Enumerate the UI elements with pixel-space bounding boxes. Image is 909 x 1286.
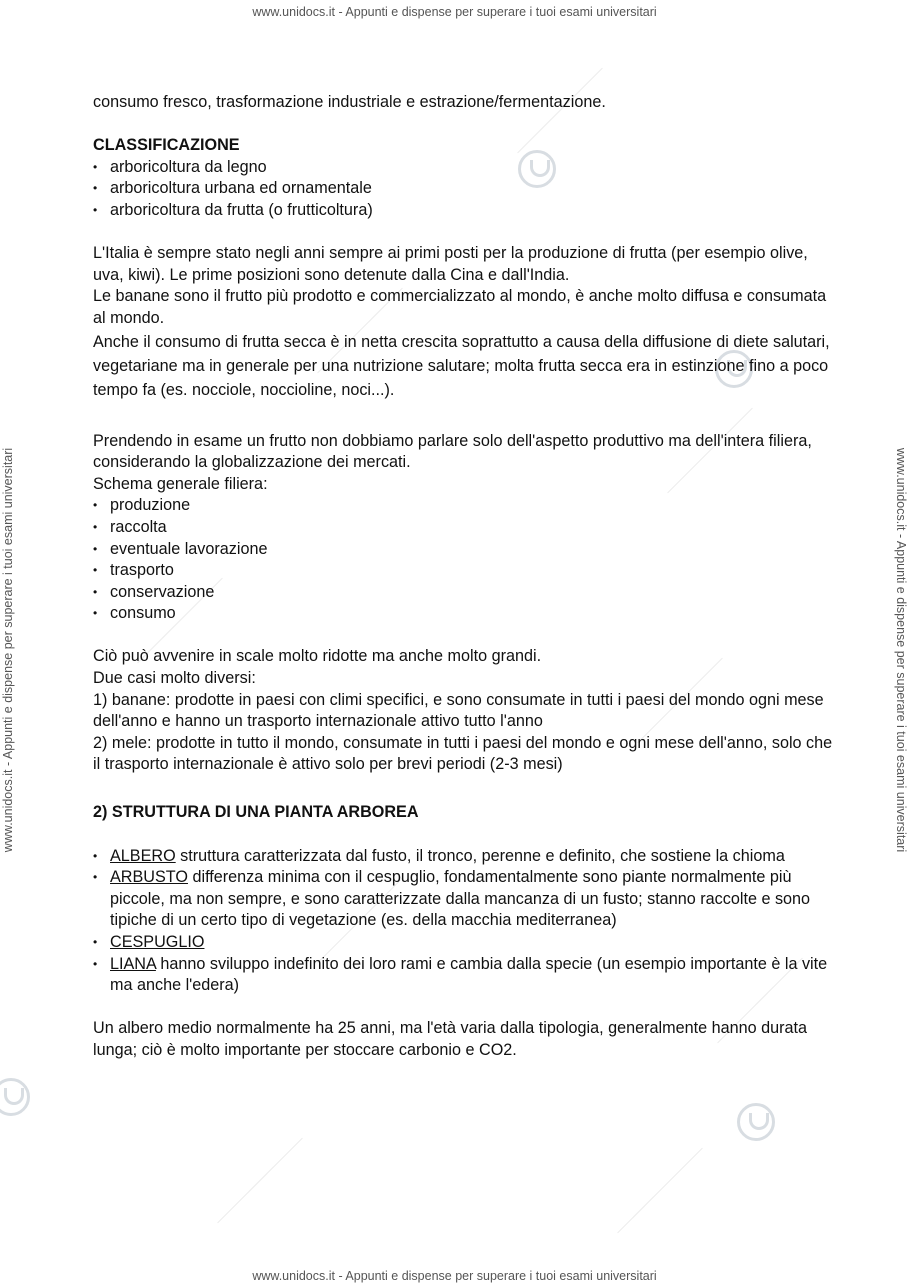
- paragraph-eta-albero: Un albero medio normalmente ha 25 anni, ma l'età varia dalla tipologia, generalmente hanno durata lunga; ciò è molto importante per stoccare carbonio e CO2.: [93, 1019, 807, 1059]
- term-arbusto: ARBUSTO: [110, 868, 188, 887]
- list-item-cespuglio: [93, 932, 838, 954]
- heading-classificazione: CLASSIFICAZIONE: [93, 136, 240, 155]
- list-item-arbusto: [93, 867, 838, 932]
- definition-albero: struttura caratterizzata dal fusto, il tronco, perenne e definito, che sostiene la chioma: [175, 846, 785, 865]
- term-liana: LIANA: [110, 954, 156, 973]
- heading-struttura: 2) STRUTTURA DI UNA PIANTA ARBOREA: [93, 803, 419, 822]
- watermark-right: www.unidocs.it - Appunti e dispense per superare i tuoi esami universitari: [894, 447, 908, 853]
- watermark-left: www.unidocs.it - Appunti e dispense per superare i tuoi esami universitari: [1, 447, 15, 853]
- list-item: • arboricoltura da frutta (o frutticoltura): [93, 200, 838, 222]
- list-item: • produzione: [93, 495, 838, 517]
- paragraph-frutta-secca: Anche il consumo di frutta secca è in netta crescita soprattutto a causa della diffusione di diete salutari, vegetariane ma in generale per una nutrizione salutare; molta frutta secca era in estinzione fino a poco tempo fa (es. nocciole, noccioline, noci...).: [93, 332, 830, 399]
- schema-label: Schema generale filiera:: [93, 474, 268, 493]
- paragraph-italia: L'Italia è sempre stato negli anni sempre ai primi posti per la produzione di frutta (per esempio olive, uva, kiwi). Le prime posizioni sono detenute dalla Cina e dall'India.: [93, 244, 808, 284]
- unidocs-logo-icon: [737, 1103, 775, 1141]
- definition-liana: hanno sviluppo indefinito dei loro rami e cambia dalla specie (un esempio importante è la vite ma anche l'edera): [110, 954, 828, 995]
- list-item: • trasporto: [93, 560, 838, 582]
- document-body: [93, 92, 838, 1062]
- watermark-top: www.unidocs.it - Appunti e dispense per superare i tuoi esami universitari: [252, 5, 657, 19]
- definition-arbusto: differenza minima con il cespuglio, fondamentalmente sono piante normalmente più piccole, ma non sempre, e sono caratterizzate dalla mancanza di un fusto; stanno raccolte e sono tipiche di un certo tipo di vegetazione (es. della macchia mediterranea): [110, 868, 811, 930]
- list-classificazione: [93, 157, 838, 222]
- watermark-line: [217, 1138, 303, 1224]
- list-item: • raccolta: [93, 517, 838, 539]
- unidocs-logo-icon: [0, 1078, 30, 1116]
- paragraph-caso-banane: 1) banane: prodotte in paesi con climi specifici, e sono consumate in tutti i paesi del mondo ogni mese dell'anno e hanno un trasporto internazionale attivo tutto l'anno: [93, 690, 824, 731]
- list-item: • eventuale lavorazione: [93, 539, 838, 561]
- paragraph-scale: Ciò può avvenire in scale molto ridotte ma anche molto grandi.: [93, 647, 542, 666]
- paragraph-caso-mele: 2) mele: prodotte in tutto il mondo, consumate in tutti i paesi del mondo e ogni mese dell'anno, solo che il trasporto internazionale è attivo solo per brevi periodi (2-3 mesi): [93, 733, 833, 774]
- list-item: • conservazione: [93, 582, 838, 604]
- list-item: • consumo: [93, 603, 838, 625]
- list-item-albero: [93, 846, 838, 868]
- list-item: • arboricoltura da legno: [93, 157, 838, 179]
- term-albero: ALBERO: [110, 846, 176, 865]
- term-cespuglio: CESPUGLIO: [110, 933, 205, 951]
- list-struttura: [93, 846, 838, 997]
- paragraph-casi: Due casi molto diversi:: [93, 669, 256, 688]
- list-item-liana: [93, 954, 838, 997]
- watermark-line: [617, 1148, 703, 1234]
- paragraph-banane: Le banane sono il frutto più prodotto e commercializzato al mondo, è anche molto diffusa e consumata al mondo.: [93, 287, 827, 327]
- paragraph-intro: consumo fresco, trasformazione industriale e estrazione/fermentazione.: [93, 93, 606, 111]
- list-schema-filiera: [93, 495, 838, 625]
- paragraph-filiera: Prendendo in esame un frutto non dobbiamo parlare solo dell'aspetto produttivo ma dell'intera filiera, considerando la globalizzazione dei mercati.: [93, 431, 812, 472]
- watermark-bottom: www.unidocs.it - Appunti e dispense per superare i tuoi esami universitari: [252, 1269, 657, 1283]
- list-item: • arboricoltura urbana ed ornamentale: [93, 178, 838, 200]
